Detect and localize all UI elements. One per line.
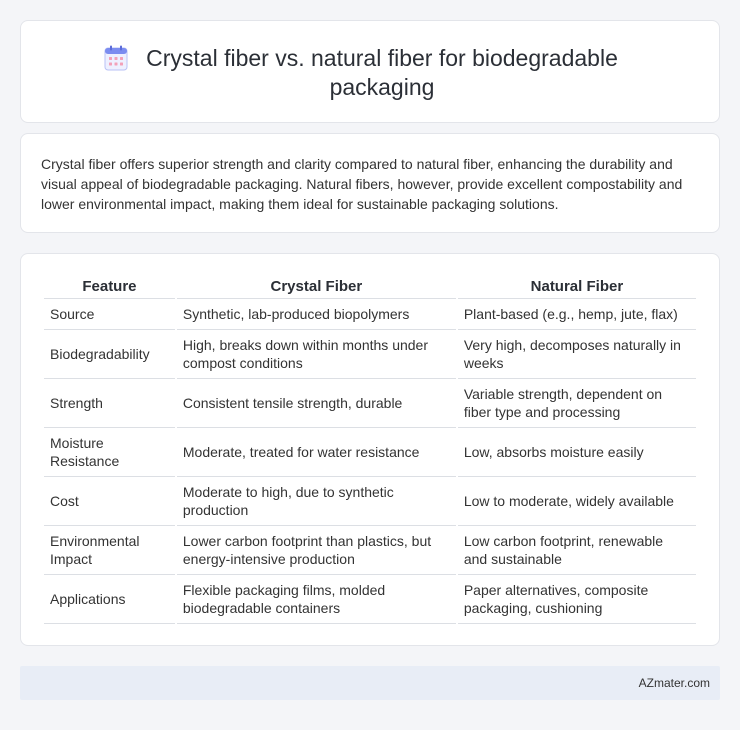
table-row	[44, 428, 696, 477]
natural-fiber-cell: Plant-based (e.g., hemp, jute, flax)	[458, 299, 696, 330]
crystal-fiber-cell: Flexible packaging films, molded biodegradable containers	[177, 575, 456, 624]
natural-fiber-cell: Paper alternatives, composite packaging, cushioning	[458, 575, 696, 624]
summary-text: Crystal fiber offers superior strength and clarity compared to natural fiber, enhancing the durability and visual appeal of biodegradable packaging. Natural fibers, however, provide excellent compostability and lower environmental impact, making them ideal for sustainable packaging solutions.	[41, 156, 683, 212]
table-row	[44, 526, 696, 575]
title-card	[20, 20, 720, 123]
column-header-natural-fiber: Natural Fiber	[458, 277, 696, 299]
comparison-table	[42, 277, 698, 624]
crystal-fiber-cell: High, breaks down within months under compost conditions	[177, 330, 456, 379]
natural-fiber-cell: Very high, decomposes naturally in weeks	[458, 330, 696, 379]
comparison-card	[20, 253, 720, 646]
feature-cell: Cost	[44, 477, 175, 526]
summary-card	[20, 133, 720, 233]
page-title: Crystal fiber vs. natural fiber for biodegradable packaging	[146, 45, 618, 100]
feature-cell: Biodegradability	[44, 330, 175, 379]
crystal-fiber-cell: Lower carbon footprint than plastics, but energy-intensive production	[177, 526, 456, 575]
crystal-fiber-cell: Moderate, treated for water resistance	[177, 428, 456, 477]
table-row	[44, 477, 696, 526]
table-row	[44, 330, 696, 379]
table-row	[44, 379, 696, 428]
natural-fiber-cell: Low carbon footprint, renewable and sustainable	[458, 526, 696, 575]
natural-fiber-cell: Low, absorbs moisture easily	[458, 428, 696, 477]
table-row	[44, 299, 696, 330]
crystal-fiber-cell: Moderate to high, due to synthetic production	[177, 477, 456, 526]
column-header-crystal-fiber: Crystal Fiber	[177, 277, 456, 299]
feature-cell: Moisture Resistance	[44, 428, 175, 477]
table-header-row	[44, 277, 696, 299]
footer-site-link[interactable]: AZmater.com	[638, 676, 710, 690]
feature-cell: Applications	[44, 575, 175, 624]
crystal-fiber-cell: Consistent tensile strength, durable	[177, 379, 456, 428]
crystal-fiber-cell: Synthetic, lab-produced biopolymers	[177, 299, 456, 330]
natural-fiber-cell: Variable strength, dependent on fiber type and processing	[458, 379, 696, 428]
feature-cell: Environmental Impact	[44, 526, 175, 575]
feature-cell: Strength	[44, 379, 175, 428]
table-row	[44, 575, 696, 624]
natural-fiber-cell: Low to moderate, widely available	[458, 477, 696, 526]
footer-bar	[20, 666, 720, 700]
column-header-feature: Feature	[44, 277, 175, 299]
feature-cell: Source	[44, 299, 175, 330]
